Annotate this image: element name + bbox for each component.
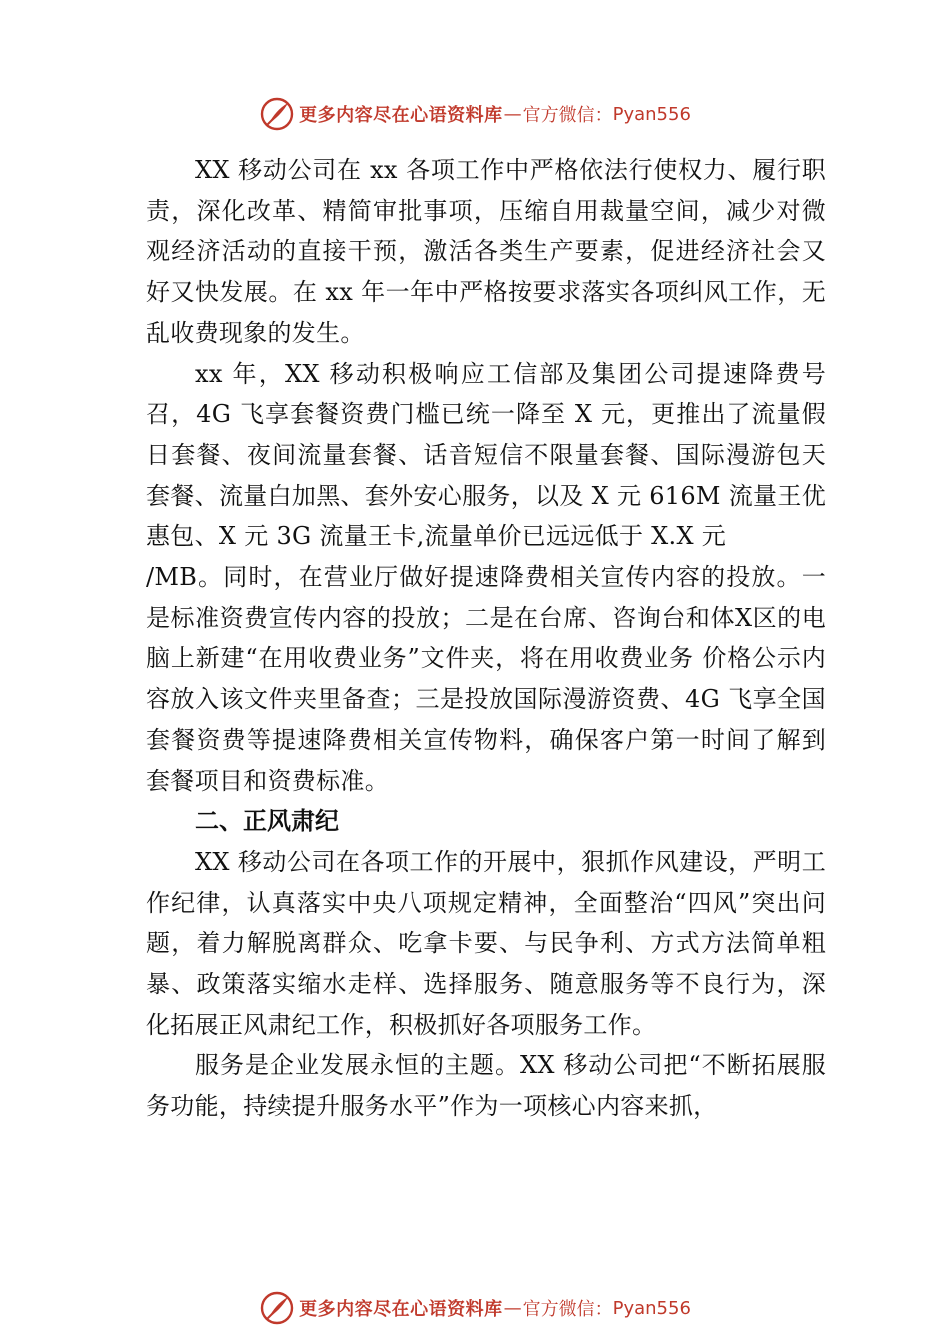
banner-wechat-label: 官方微信：: [522, 105, 613, 126]
paragraph-2a: xx 年，XX 移动积极响应工信部及集团公司提速降费号召，4G 飞享套餐资费门槛已统一降至 X 元，更推出了流量假日套餐、夜间流量套餐、话音短信不限量套餐、国际漫游包天套餐、流量白加黑、套外安心服务，以及 X 元 616M 流量王优惠包、X 元 3G 流量王卡,流量单价已远远低于 X.X 元: [146, 359, 826, 551]
quill-logo-icon: [259, 96, 295, 132]
banner-dash: —: [503, 103, 522, 125]
paragraph-2b: /MB。同时，在营业厅做好提速降费相关宣传内容的投放。一是标准资费宣传内容的投放；二是在台席、咨询台和体Ⅹ区的电脑上新建“在用收费业务”文件夹，将在用收费业务 价格公示内容放入该文件夹里备查；三是投放国际漫游资费、4G 飞享全国套餐资费等提速降费相关宣传物料，确保客户第一时间了解到套餐项目和资费标准。: [146, 563, 826, 795]
paragraph-1: XX 移动公司在 xx 各项工作中严格依法行使权力、履行职责，深化改革、精简审批事项，压缩自用裁量空间，减少对微观经济活动的直接干预，激活各类生产要素，促进经济社会又好又快发展。在 xx 年一年中严格按要求落实各项纠风工作，无乱收费现象的发生。: [146, 156, 826, 347]
banner-brand-text: 更多内容尽在心语资料库: [299, 1299, 503, 1320]
footer-banner: [0, 1288, 950, 1328]
document-body: [146, 150, 826, 1127]
banner-wechat-id: Pyan556: [612, 1297, 691, 1319]
header-banner: [0, 94, 950, 134]
paragraph-3: XX 移动公司在各项工作的开展中，狠抓作风建设，严明工作纪律，认真落实中央八项规定精神，全面整治“四风”突出问题，着力解脱离群众、吃拿卡要、与民争利、方式方法简单粗暴、政策落实缩水走样、选择服务、随意服务等不良行为，深化拓展正风肃纪工作，积极抓好各项服务工作。: [146, 847, 826, 1039]
quill-logo-icon: [259, 1290, 295, 1326]
section-heading-2: 二、正风肃纪: [195, 807, 339, 836]
banner-brand-text: 更多内容尽在心语资料库: [299, 105, 503, 126]
paragraph-4: 服务是企业发展永恒的主题。XX 移动公司把“不断拓展服务功能，持续提升服务水平”作为一项核心内容来抓，: [146, 1051, 826, 1121]
banner-dash: —: [503, 1297, 522, 1319]
banner-wechat-id: Pyan556: [612, 103, 691, 125]
banner-wechat-label: 官方微信：: [522, 1299, 613, 1320]
